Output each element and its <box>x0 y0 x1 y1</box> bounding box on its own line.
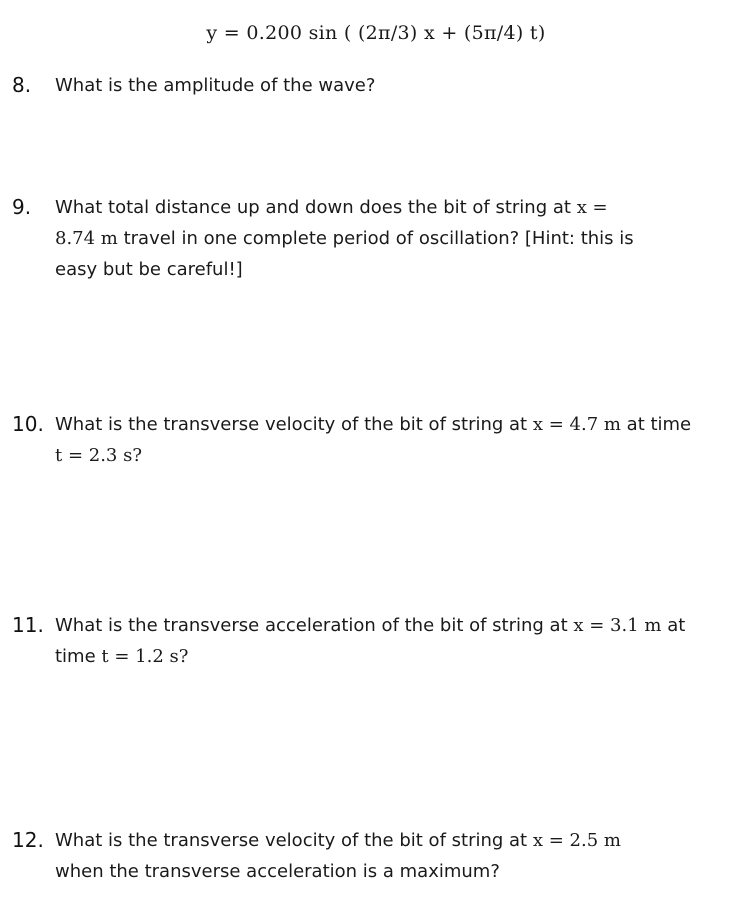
question-11-line-2 <box>55 641 749 672</box>
question-9-text <box>55 192 749 285</box>
question-10-position: x = 4.7 m <box>532 414 621 435</box>
question-12-number: 12. <box>12 828 44 852</box>
question-10-number: 10. <box>12 412 44 436</box>
question-9-line-3: easy but be careful!] <box>55 259 243 280</box>
question-11-text <box>55 610 749 672</box>
question-10-line-1-text: What is the transverse velocity of the bit of string at <box>55 414 533 435</box>
question-11-line-1-text: What is the transverse acceleration of the bit of string at <box>55 615 574 636</box>
question-9-position-value: 8.74 m <box>55 228 118 249</box>
question-12-line-2: when the transverse acceleration is a maximum? <box>55 861 500 882</box>
question-9-line-1 <box>55 192 749 223</box>
question-11-line-1-end: at <box>661 615 686 636</box>
question-10-time: t = 2.3 s? <box>55 445 142 466</box>
question-8-text <box>55 70 749 101</box>
question-11-line-2-text: time <box>55 646 102 667</box>
question-9-line-2 <box>55 223 749 254</box>
question-11-position: x = 3.1 m <box>573 615 662 636</box>
question-10-line-1 <box>55 409 749 440</box>
question-11-number: 11. <box>12 613 44 637</box>
question-12-line-1 <box>55 825 749 856</box>
question-9-line-1-text: What total distance up and down does the bit of string at <box>55 197 577 218</box>
question-9-number: 9. <box>12 195 32 219</box>
wave-equation: y = 0.200 sin ( (2π/3) x + (5π/4) t) <box>206 22 546 44</box>
question-9-line-2-text: travel in one complete period of oscillation? [Hint: this is <box>117 228 634 249</box>
question-11-line-1 <box>55 610 749 641</box>
question-10-line-2 <box>55 440 749 471</box>
question-12-line-1-text: What is the transverse velocity of the bit of string at <box>55 830 533 851</box>
question-8-number: 8. <box>12 73 32 97</box>
question-10-text <box>55 409 749 471</box>
question-8-line-1: What is the amplitude of the wave? <box>55 75 376 96</box>
question-11-time: t = 1.2 s? <box>101 646 189 667</box>
question-12-position: x = 2.5 m <box>532 830 621 851</box>
question-10-line-1-end: at time <box>620 414 692 435</box>
question-9-position: x = <box>576 197 608 218</box>
question-12-text <box>55 825 749 887</box>
